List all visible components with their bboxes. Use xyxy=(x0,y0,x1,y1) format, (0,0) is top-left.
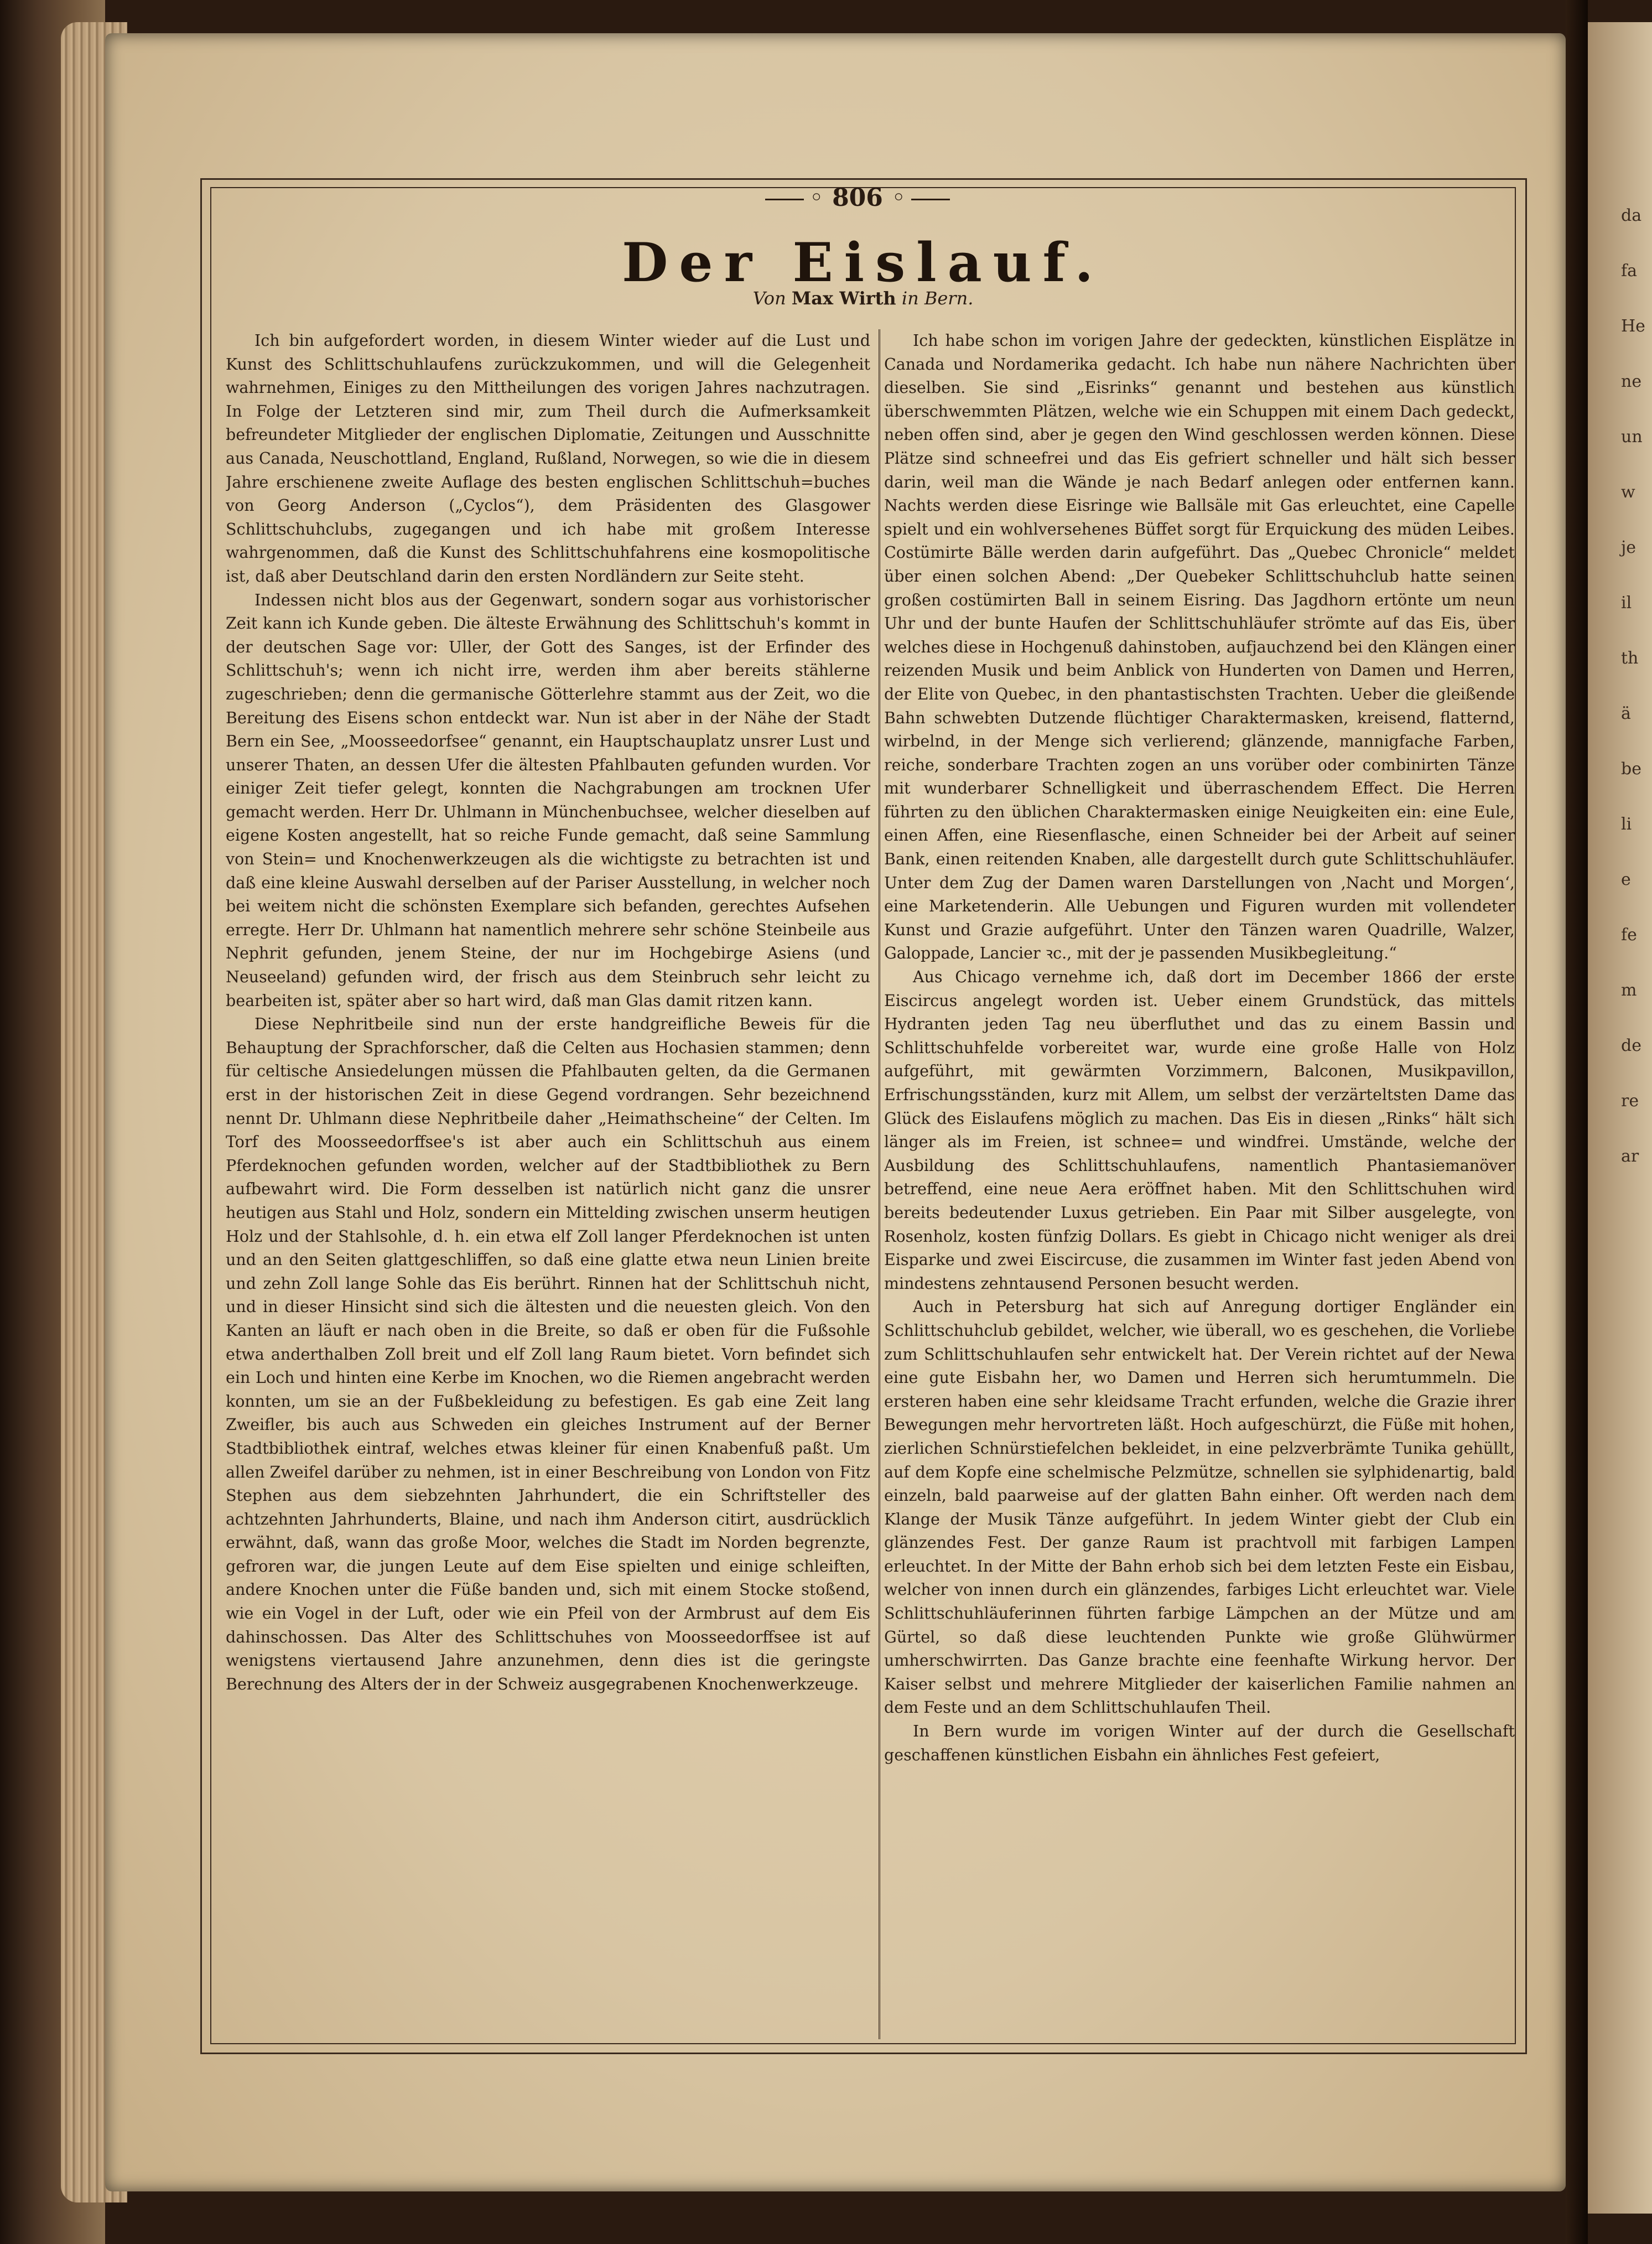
adjacent-page-fragment: de xyxy=(1621,1036,1641,1055)
adjacent-page-fragment: li xyxy=(1621,815,1632,834)
page-number-text: 806 xyxy=(832,184,883,212)
book-spine xyxy=(1566,0,1588,2244)
adjacent-page-fragment: m xyxy=(1621,981,1637,1000)
paragraph: Indessen nicht blos aus der Gegenwart, sondern sogar aus vorhistorischer Zeit kann ich Kunde geben. Die älteste Erwähnung des Schlittschuh's kommt in der deutschen Sage vor: Uller, der Gott des Sanges, ist der Erfinder des Schlittschuh's; wenn ich nicht irre, werden ihm aber bereits stählerne zugeschrieben; denn die germanische Götterlehre stammt aus der Zeit, wo die Bereitung des Eisens schon entdeckt war. Nun ist aber in der Nähe der Stadt Bern ein See, „Moosseedorfsee“ genannt, ein Hauptschauplatz unsrer Lust und unserer Thaten, an dessen Ufer die ältesten Pfahlbauten gefunden wurden. Vor einiger Zeit tiefer gelegt, konnten die Nachgrabungen am trocknen Ufer gemacht werden. Herr Dr. Uhlmann in Münchenbuchsee, welcher dieselben auf eigene Kosten angestellt, hat so reiche Funde gemacht, daß seine Sammlung von Stein= und Knochenwerkzeugen als die wichtigste zu betrachten ist und daß eine kleine Auswahl derselben auf der Pariser Ausstellung, in welcher noch bei weitem nicht die schönsten Exemplare sich befanden, gerechtes Aufsehen erregte. Herr Dr. Uhlmann hat namentlich mehrere sehr schöne Steinbeile aus Nephrit gefunden, jenem Steine, der nur im Hochgebirge Asiens (und Neuseeland) gefunden wird, der frisch aus dem Steinbruch sehr leicht zu bearbeiten ist, später aber so hart wird, daß man Glas damit ritzen kann. xyxy=(226,590,870,1010)
adjacent-page-fragment: be xyxy=(1621,759,1641,779)
paragraph: Aus Chicago vernehme ich, daß dort im December 1866 der erste Eiscircus angelegt worden ist. Ueber einem Grundstück, das mittels Hydranten jeden Tag neu überfluthet und das zu einem Bassin und Schlittschuhfelde vorbereitet war, wurde eine große Halle von Holz aufgeführt, mit gewärmten Vorzimmern, Balconen, Musikpavillon, Erfrischungsständen, kurz mit Allem, um selbst der verzärteltsten Dame das Glück des Eislaufens möglich zu machen. Das Eis in diesen „Rinks“ hält sich länger als im Freien, ist schnee= und windfrei. Umstände, welche der Ausbildung des Schlittschuhlaufens, namentlich Phantasiemanöver betreffend, eine neue Aera eröffnet haben. Mit den Schlittschuhen wird bereits bedeutender Luxus getrieben. Ein Paar mit Silber ausgelegte, von Rosenholz, kosten fünfzig Dollars. Es giebt in Chicago nicht weniger als drei Eisparke und zwei Eiscircuse, die zusammen im Winter fast jeden Abend von mindestens zehntausend Personen besucht werden. xyxy=(884,968,1515,1293)
paragraph: In Bern wurde im vorigen Winter auf der durch die Gesellschaft geschaffenen künstlichen Eisbahn ein ähnliches Fest gefeiert, xyxy=(884,1722,1515,1764)
adjacent-page-fragment: fa xyxy=(1621,261,1637,281)
adjacent-page-fragment: ar xyxy=(1621,1147,1639,1166)
adjacent-page-fragment: re xyxy=(1621,1091,1639,1111)
adjacent-page-fragment: fe xyxy=(1621,925,1637,945)
page-number: ◦ 806 ◦ xyxy=(741,184,974,212)
adjacent-page-fragment: w xyxy=(1621,483,1635,502)
paragraph: Ich habe schon im vorigen Jahre der gedeckten, künstlichen Eisplätze in Canada und Nordamerika gedacht. Ich habe nun nähere Nachrichten über dieselben. Sie sind „Eisrinks“ genannt und bestehen aus künstlich überschwemmten Plätzen, welche wie ein Schuppen mit einem Dach gedeckt, neben offen sind, aber je gegen den Wind geschlossen werden können. Diese Plätze sind schneefrei und das Eis gefriert schneller und hält sich besser darin, weil man die Wände je nach Bedarf anlegen oder entfernen kann. Nachts werden diese Eisringe wie Ballsäle mit Gas erleuchtet, eine Capelle spielt und ein wohlversehenes Büffet sorgt für Erquickung des müden Leibes. Costümirte Bälle werden darin aufgeführt. Das „Quebec Chronicle“ meldet über einen solchen Abend: „Der Quebeker Schlittschuhclub hatte seinen großen costümirten Ball in seinem Eisring. Das Jagdhorn ertönte um neun Uhr und der bunte Haufen der Schlittschuhläufer strömte auf das Eis, über welches diese in Hochgenuß dahinstoben, aufjauchzend bei den Klängen einer reizenden Musik und beim Anblick von Hunderten von Damen und Herren, der Elite von Quebec, in den phantastischsten Trachten. Ueber die gleißende Bahn schwebten Dutzende flüchtiger Charaktermasken, kreisend, flatternd, wirbelnd, in der Menge sich verlierend; glänzende, mannigfache Farben, reiche, sonderbare Trachten zogen an uns vorüber oder combinirten Tänze mit wunderbarer Schnelligkeit und überraschendem Effect. Die Herren führten zu den üblichen Charaktermasken einige Neuigkeiten ein: eine Eule, einen Affen, eine Riesenflasche, einen Schneider bei der Arbeit auf seiner Bank, einen reitenden Knaben, alle dargestellt durch gute Schlittschuhläufer. Unter dem Zug der Damen waren Darstellungen von ‚Nacht und Morgen‘, eine Marketenderin. Alle Uebungen und Figuren wurden mit vollendeter Kunst und Grazie aufgeführt. Unter den Tänzen waren Quadrille, Walzer, Galoppade, Lancier ꝛc., mit der je passenden Musikbegleitung.“ xyxy=(884,331,1515,963)
paragraph: Auch in Petersburg hat sich auf Anregung dortiger Engländer ein Schlittschuhclub gebildet, welcher, wie überall, wo es geschehen, die Vorliebe zum Schlittschuhlaufen sehr entwickelt hat. Der Verein richtet auf der Newa eine gute Eisbahn her, wo Damen und Herren sich herumtummeln. Die ersteren haben eine sehr kleidsame Tracht erfunden, welche die Grazie ihrer Bewegungen mehr hervortreten läßt. Hoch aufgeschürzt, die Füße mit hohen, zierlichen Schnürstiefelchen bekleidet, in eine pelzverbrämte Tunika gehüllt, auf dem Kopfe eine schelmische Pelzmütze, schnellen sie sylphidenartig, bald einzeln, bald paarweise auf der glatten Bahn einher. Oft werden nach dem Klange der Musik Tänze aufgeführt. In jedem Winter giebt der Club ein glänzendes Fest. Der ganze Raum ist prachtvoll mit farbigen Lampen erleuchtet. In der Mitte der Bahn erhob sich bei dem letzten Feste ein Eisbau, welcher von innen durch ein glänzendes, farbiges Licht erleuchtet war. Viele Schlittschuhläuferinnen führten farbige Lämpchen an der Mütze und am Gürtel, so daß diese leuchtenden Punkte wie große Glühwürmer umherschwirrten. Das Ganze brachte eine feenhafte Wirkung hervor. Der Kaiser selbst und mehrere Mitglieder der kaiserlichen Familie nahmen an dem Feste und an dem Schlittschuhlaufen Theil. xyxy=(884,1298,1515,1717)
paragraph: Ich bin aufgefordert worden, in diesem Winter wieder auf die Lust und Kunst des Schlittschuhlaufens zurückzukommen, und will die Gelegenheit wahrnehmen, Einiges zu den Mittheilungen des vorigen Jahres nachzutragen. In Folge der Letzteren sind mir, zum Theil durch die Aufmerksamkeit befreundeter Mitglieder der englischen Diplomatie, Zeitungen und Ausschnitte aus Canada, Neuschottland, England, Rußland, Norwegen, so wie die in diesem Jahre erschienene zweite Auflage des besten englischen Schlittschuh=buches von Georg Anderson („Cyclos“), dem Präsidenten des Glasgower Schlittschuhclubs, zugegangen und ich habe mit großem Interesse wahrgenommen, daß die Kunst des Schlittschuhfahrens eine kosmopolitische ist, daß aber Deutschland darin den ersten Nordländern zur Seite steht. xyxy=(226,331,870,585)
adjacent-page xyxy=(1588,22,1652,2214)
adjacent-page-fragment: il xyxy=(1621,593,1632,613)
adjacent-page-fragment: un xyxy=(1621,427,1643,447)
byline-prefix: Von xyxy=(752,288,786,309)
adjacent-page-fragment: ä xyxy=(1621,704,1631,723)
column-rule xyxy=(879,329,880,2039)
adjacent-page-fragment: je xyxy=(1621,538,1637,557)
adjacent-page-fragment: e xyxy=(1621,870,1631,889)
article-title: Der Eislauf. xyxy=(622,231,1104,294)
adjacent-page-fragment: da xyxy=(1621,206,1642,225)
adjacent-page-fragment: th xyxy=(1621,649,1639,668)
text-column-left xyxy=(226,329,870,2039)
text-column-right xyxy=(884,329,1515,2039)
byline-suffix: in Bern. xyxy=(901,288,974,309)
paragraph: Diese Nephritbeile sind nun der erste handgreifliche Beweis für die Behauptung der Sprachforscher, daß die Celten aus Hochasien stammen; denn für celtische Ansiedelungen müssen die Pfahlbauten gelten, da die Germanen erst in der historischen Zeit in diese Gegend vordrangen. Sehr bezeichnend nennt Dr. Uhlmann diese Nephritbeile daher „Heimathscheine“ der Celten. Im Torf des Moosseedorffsee's ist aber auch ein Schlittschuh aus einem Pferdeknochen gefunden worden, welcher auf der Stadtbibliothek zu Bern aufbewahrt wird. Die Form desselben ist natürlich nicht ganz die unsrer heutigen aus Stahl und Holz, sondern ein Mittelding zwischen unserm heutigen Holz und der Stahlsohle, d. h. ein etwa elf Zoll langer Pferdeknochen ist unten und an den Seiten glattgeschliffen, so daß eine glatte etwa neun Linien breite und zehn Zoll lange Sohle das Eis berührt. Rinnen hat der Schlittschuh nicht, und in dieser Hinsicht sind sich die ältesten und die neuesten gleich. Von den Kanten an läuft er nach oben in die Breite, so daß er oben für die Fußsohle etwa anderthalben Zoll breit und elf Zoll lang Raum bietet. Vorn befindet sich ein Loch und hinten eine Kerbe im Knochen, wo die Riemen angebracht werden konnten, um sie an der Fußbekleidung zu befestigen. Es gab eine Zeit lang Zweifler, bis auch aus Schweden ein gleiches Instrument auf der Berner Stadtbibliothek eintraf, welches etwas kleiner für einen Knabenfuß paßt. Um allen Zweifel darüber zu nehmen, ist in einer Beschreibung von London von Fitz Stephen aus dem siebzehnten Jahrhundert, die ein Schriftsteller des achtzehnten Jahrhunderts, Blaine, und nach ihm Anderson citirt, ausdrücklich erwähnt, daß, wann das große Moor, welches die Stadt im Norden begrenzte, gefroren war, die jungen Leute auf dem Eise spielten und einige schleiften, andere Knochen unter die Füße banden und, sich mit einem Stocke stoßend, wie ein Vogel in der Luft, oder wie ein Pfeil von der Armbrust auf dem Eis dahinschossen. Das Alter des Schlittschuhes von Moosseedorffsee ist auf wenigstens viertausend Jahre anzunehmen, denn dies ist die geringste Berechnung des Alters der in der Schweiz ausgegrabenen Knochenwerkzeuge. xyxy=(226,1015,870,1693)
folio-ornament-left xyxy=(765,199,804,200)
folio-ornament-right xyxy=(911,199,950,200)
article-byline xyxy=(664,288,1062,309)
adjacent-page-fragment: ne xyxy=(1621,372,1642,391)
byline-author: Max Wirth xyxy=(791,288,896,309)
adjacent-page-fragment: He xyxy=(1621,317,1645,336)
